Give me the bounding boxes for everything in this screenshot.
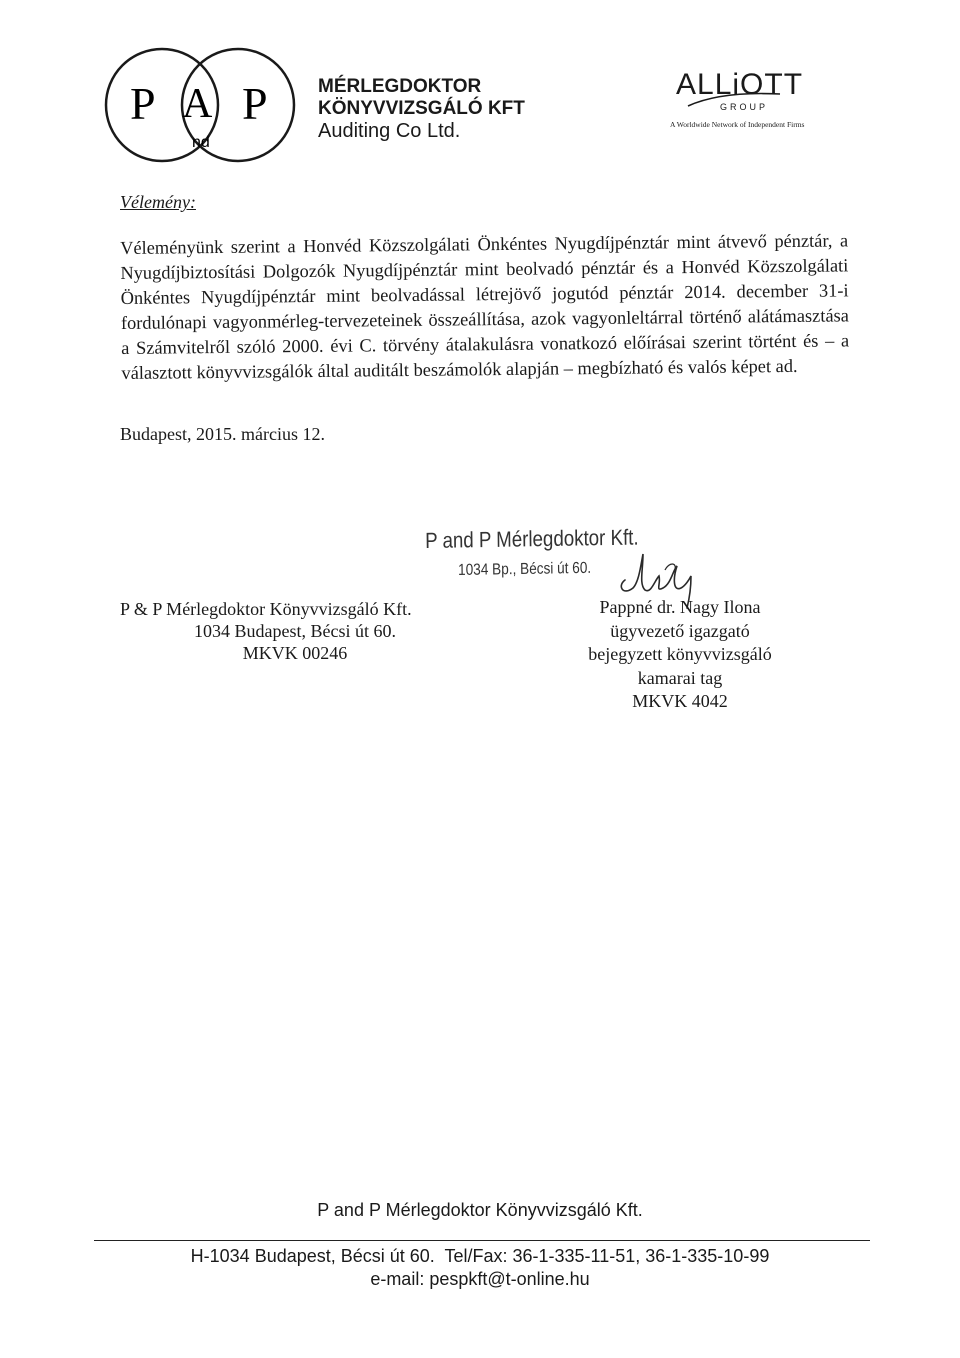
footer-contact	[0, 1245, 960, 1291]
right-signatory-registration: MKVK 4042	[632, 691, 728, 711]
company-name-line3: Auditing Co Ltd.	[318, 120, 461, 142]
opinion-heading: Vélemény:	[120, 192, 196, 212]
opinion-paragraph: Véleményünk szerint a Honvéd Közszolgálati Önkéntes Nyugdíjpénztár mint átvevő pénztár, a Nyugdíjbiztosítási Dolgozók Nyugdíjpénztár mint beolvadó pénztár és a Honvéd Közszolgálati Önkéntes Nyugdíjpénztár mint beolvadással létrejövő jogutód pénztár 2014. december 31-i fordulónapi vagyonmérleg-tervezeteinek összeállítása, azok vagyonleltárral történő alátámasztása a Számvitelről szóló 2000. évi C. törvény átalakulásra vonatkozó előírásai szerint történt és – a választott könyvvizsgálók által auditált beszámolók alapján – megbízható és valós képet ad.	[120, 230, 850, 383]
alliott-tagline: A Worldwide Network of Independent Firms	[670, 120, 805, 129]
footer-company-name: P and P Mérlegdoktor Könyvvizsgáló Kft.	[317, 1200, 643, 1220]
right-signatory-title: ügyvezető igazgató	[610, 620, 750, 641]
footer-address: H-1034 Budapest, Bécsi út 60. Tel/Fax: 36-1-335-11-51, 36-1-335-10-99	[190, 1246, 770, 1266]
pp-logo	[100, 45, 310, 165]
left-signatory-address: 1034 Budapest, Bécsi út 60.	[194, 621, 396, 641]
right-signatory-name: Pappné dr. Nagy Ilona	[599, 597, 761, 617]
stamp-company: P and P Mérlegdoktor Kft.	[425, 524, 639, 553]
footer-divider	[94, 1240, 870, 1241]
logo-letter-a: A	[182, 81, 213, 127]
logo-letter-p-left: P	[130, 78, 156, 129]
alliott-group-text: GROUP	[720, 102, 769, 112]
company-name-line2: KÖNYVVIZSGÁLÓ KFT	[318, 98, 525, 119]
right-signatory-block	[560, 596, 800, 714]
right-signatory-membership: kamarai tag	[637, 667, 723, 688]
stamp-address: 1034 Bp., Bécsi út 60.	[458, 559, 592, 579]
company-name-line1: MÉRLEGDOKTOR	[318, 76, 482, 97]
footer-email: e-mail: pespkft@t-online.hu	[370, 1269, 590, 1289]
left-signatory-company: P & P Mérlegdoktor Könyvvizsgáló Kft.	[120, 599, 412, 619]
left-signatory-registration: MKVK 00246	[242, 643, 348, 663]
logo-nd: nd	[192, 134, 210, 151]
place-date: Budapest, 2015. március 12.	[120, 424, 325, 444]
right-signatory-role: bejegyzett könyvvizsgáló	[588, 644, 772, 664]
left-signatory-block	[120, 598, 470, 664]
alliott-logo-text: ALLiOTT	[676, 68, 804, 101]
logo-letter-p-right: P	[242, 78, 268, 129]
company-name-block	[318, 76, 525, 142]
